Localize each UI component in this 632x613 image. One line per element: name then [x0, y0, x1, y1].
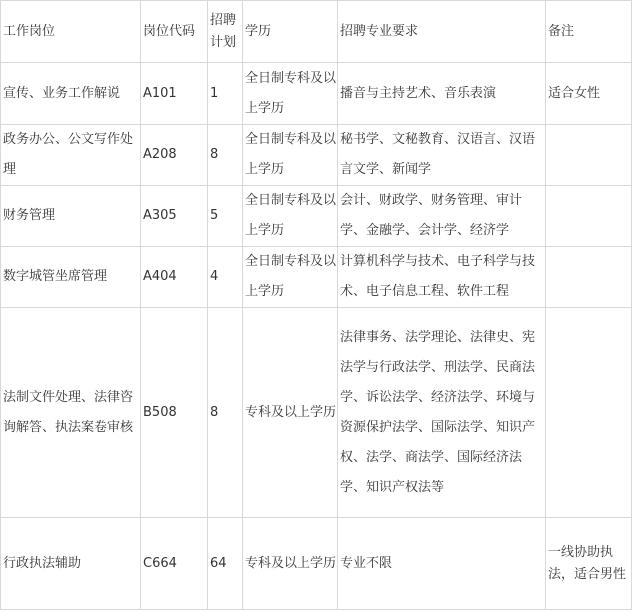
header-code: 岗位代码: [141, 1, 208, 63]
cell-code: B508: [141, 308, 208, 518]
cell-code: A208: [141, 125, 208, 186]
header-majors: 招聘专业要求: [338, 1, 546, 63]
table-row: [1, 63, 632, 125]
cell-code: A404: [141, 247, 208, 308]
cell-plan: 8: [208, 308, 243, 518]
cell-position: 政务办公、公文写作处理: [1, 125, 141, 186]
cell-education: 全日制专科及以上学历: [243, 63, 338, 125]
cell-education: 专科及以上学历: [243, 308, 338, 518]
cell-plan: 1: [208, 63, 243, 125]
cell-education: 全日制专科及以上学历: [243, 247, 338, 308]
cell-majors: 秘书学、文秘教育、汉语言、汉语言文学、新闻学: [338, 125, 546, 186]
table-row: [1, 125, 632, 186]
cell-position: 财务管理: [1, 186, 141, 247]
cell-plan: 64: [208, 518, 243, 610]
cell-position: 法制文件处理、法律咨询解答、执法案卷审核: [1, 308, 141, 518]
cell-remark: [546, 186, 632, 247]
header-plan: 招聘计划: [208, 1, 243, 63]
cell-code: C664: [141, 518, 208, 610]
cell-position: 数字城管坐席管理: [1, 247, 141, 308]
cell-position: 行政执法辅助: [1, 518, 141, 610]
cell-majors: 播音与主持艺术、音乐表演: [338, 63, 546, 125]
cell-majors: 会计、财政学、财务管理、审计学、金融学、会计学、经济学: [338, 186, 546, 247]
cell-code: A305: [141, 186, 208, 247]
header-education: 学历: [243, 1, 338, 63]
cell-education: 全日制专科及以上学历: [243, 186, 338, 247]
cell-code: A101: [141, 63, 208, 125]
cell-plan: 8: [208, 125, 243, 186]
cell-plan: 4: [208, 247, 243, 308]
cell-majors: 计算机科学与技术、电子科学与技术、电子信息工程、软件工程: [338, 247, 546, 308]
table-header-row: [1, 1, 632, 63]
cell-remark: [546, 125, 632, 186]
header-position: 工作岗位: [1, 1, 141, 63]
header-remark: 备注: [546, 1, 632, 63]
table-row: [1, 247, 632, 308]
table-row: [1, 186, 632, 247]
cell-education: 专科及以上学历: [243, 518, 338, 610]
table-row: [1, 518, 632, 610]
cell-remark: [546, 247, 632, 308]
table-row: [1, 308, 632, 518]
cell-plan: 5: [208, 186, 243, 247]
cell-majors: 专业不限: [338, 518, 546, 610]
cell-education: 全日制专科及以上学历: [243, 125, 338, 186]
cell-remark: 一线协助执法，适合男性: [546, 518, 632, 610]
cell-remark: [546, 308, 632, 518]
cell-majors: 法律事务、法学理论、法律史、宪法学与行政法学、刑法学、民商法学、诉讼法学、经济法学、环境与资源保护法学、国际法学、知识产权、法学、商法学、国际经济法学、知识产权法等: [338, 308, 546, 518]
cell-position: 宣传、业务工作解说: [1, 63, 141, 125]
cell-remark: 适合女性: [546, 63, 632, 125]
